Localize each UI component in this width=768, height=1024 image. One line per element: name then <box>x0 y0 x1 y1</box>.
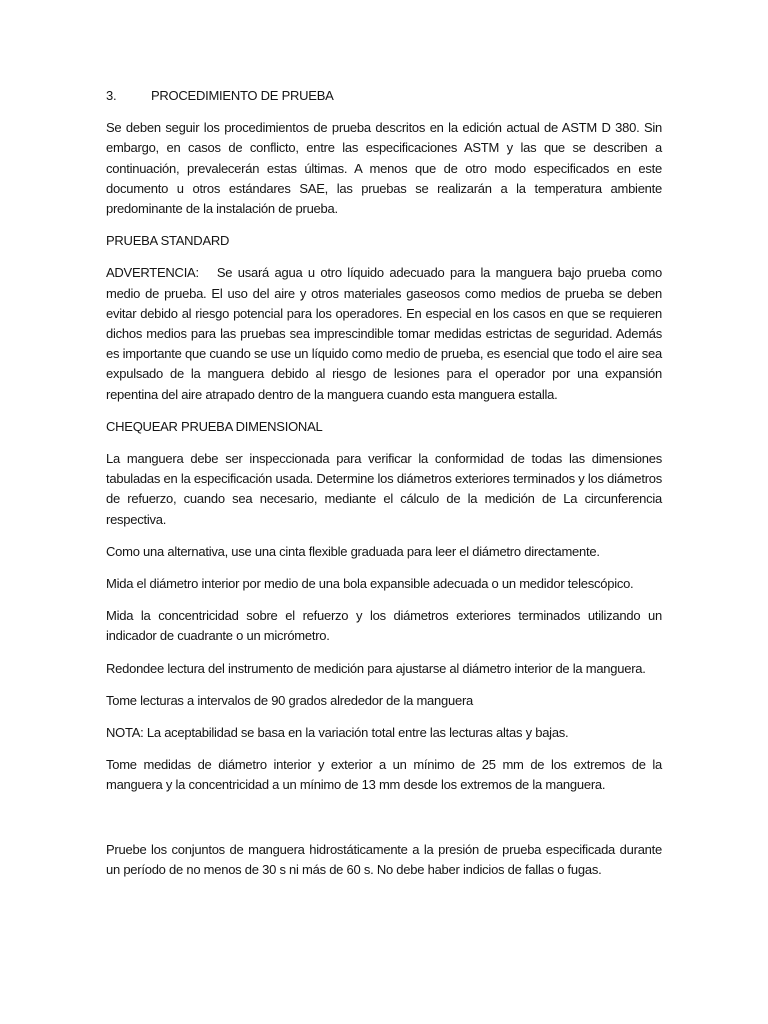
intro-paragraph: Se deben seguir los procedimientos de prueba descritos en la edición actual de ASTM D 380. Sin embargo, en casos de conflicto, entre las especificaciones ASTM y las que se describen a continuación, prevalecerán estas últimas. A menos que de otro modo especificados en este documento u otros estándares SAE, las pruebas se realizarán a la temperatura ambiente predominante de la instalación de prueba. <box>106 120 662 217</box>
warning-text: Se usará agua u otro líquido adecuado para la manguera bajo prueba como medio de prueba. El uso del aire y otros materiales gaseosos como medios de prueba se deben evitar debido al riesgo potencial para los operadores. En especial en los casos en que se requieren dichos medios para las pruebas sea imprescindible tomar medidas estrictas de seguridad. Además es importante que cuando se use un líquido como medio de prueba, es esencial que todo el aire sea expulsado de la manguera debido al riesgo de lesiones para el operador por una expansión repentina del aire atrapado dentro de la manguera cuando esta manguera estalla. <box>106 265 662 402</box>
paragraph-rounding: Redondee lectura del instrumento de medición para ajustarse al diámetro interior de la manguera. <box>106 660 646 676</box>
paragraph-readings: Tome lecturas a intervalos de 90 grados alrededor de la manguera <box>106 692 474 708</box>
paragraph-inspection: La manguera debe ser inspeccionada para verificar la conformidad de todas las dimensiones tabuladas en la especificación usada. Determine los diámetros exteriores terminados y los diámetros de refuerzo, cuando sea necesario, mediante el cálculo de la medición de La circunferencia respectiva. <box>106 451 662 527</box>
section-heading <box>106 86 662 106</box>
document-page <box>106 86 662 892</box>
paragraph-measurements: Tome medidas de diámetro interior y exterior a un mínimo de 25 mm de los extremos de la manguera y la concentricidad a un mínimo de 13 mm desde los extremos de la manguera. <box>106 757 662 793</box>
paragraph-alternative: Como una alternativa, use una cinta flexible graduada para leer el diámetro directamente. <box>106 543 600 559</box>
standard-test-heading: PRUEBA STANDARD <box>106 233 230 249</box>
paragraph-concentricity: Mida la concentricidad sobre el refuerzo y los diámetros exteriores terminados utilizando un indicador de cuadrante o un micrómetro. <box>106 608 662 644</box>
dimensional-check-heading: CHEQUEAR PRUEBA DIMENSIONAL <box>106 418 323 434</box>
section-number: 3. <box>106 88 117 103</box>
paragraph-inner-diameter: Mida el diámetro interior por medio de una bola expansible adecuada o un medidor telescópico. <box>106 576 634 592</box>
spacer <box>106 808 662 840</box>
warning-paragraph <box>106 263 662 404</box>
paragraph-hydrostatic-test: Pruebe los conjuntos de manguera hidrostáticamente a la presión de prueba especificada durante un período de no menos de 30 s ni más de 60 s. No debe haber indicios de fallas o fugas. <box>106 841 662 877</box>
warning-label: ADVERTENCIA: <box>106 265 199 281</box>
paragraph-note: NOTA: La aceptabilidad se basa en la variación total entre las lecturas altas y bajas. <box>106 725 569 741</box>
section-title: PROCEDIMIENTO DE PRUEBA <box>151 88 334 103</box>
